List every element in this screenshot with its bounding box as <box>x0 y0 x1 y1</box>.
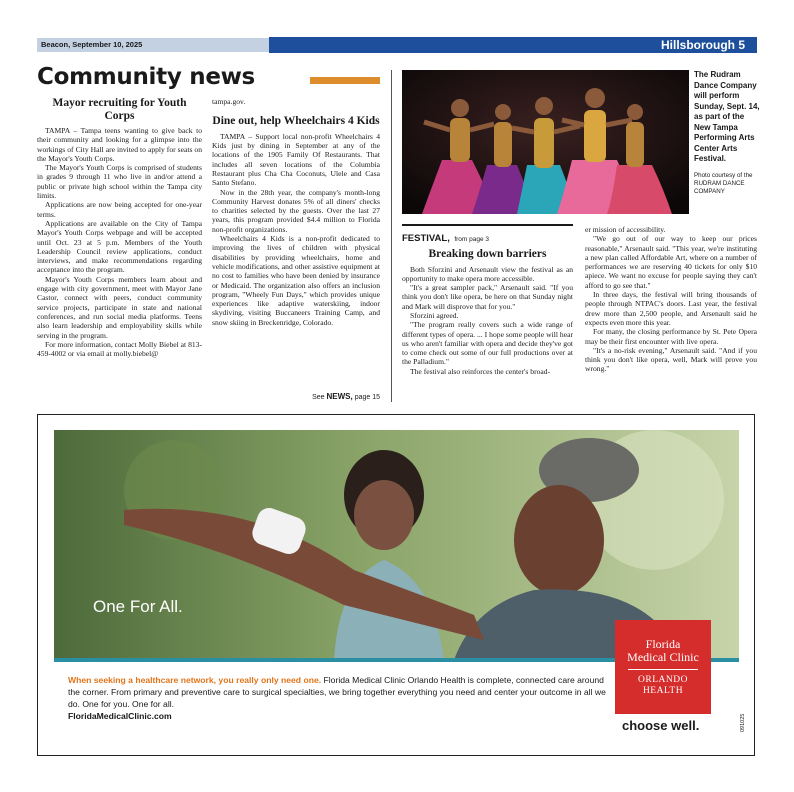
see-jump <box>300 392 380 401</box>
clinic-logo <box>615 620 711 714</box>
festival-label: FESTIVAL, <box>402 233 450 244</box>
article-wheelchairs-4-kids <box>212 97 380 327</box>
article-paragraph: Wheelchairs 4 Kids is a non-profit dedicated to improving the lives of children with physical disabilities by providing wheelchairs, home and vehicle modifications, and other assistive equipment at no cost to families who have been denied by insurance or Medicaid. The organization also offers an inclusion program, "Wheely Fun Days," which provides unique experiences like adaptive waterskiing, indoor skydiving, visiting Buccaneers Training Camp, and snow skiing in Breckenridge, Colorado. <box>212 234 380 327</box>
logo-line-4: HEALTH <box>642 686 684 696</box>
article-paragraph: Applications are available on the City of Tampa Mayor's Youth Corps webpage and will be accepted until Oct. 23 at 5 p.m. Members of the Youth Leadership Council review applications, conduct interviews, and make recommendations regarding acceptance into the program. <box>37 218 202 275</box>
article-mayor-youth-corps <box>37 97 202 358</box>
article-paragraph: Applications are now being accepted for one-year terms. <box>37 200 202 219</box>
see-word: NEWS, <box>326 392 353 401</box>
date-line: Beacon, September 10, 2025 <box>37 38 269 52</box>
article-paragraph: In three days, the festival will bring thousands of people through NTPAC's doors. Last year, the festival drew more than 2,500 people, and Arsenault said he expects even more this year. <box>585 290 757 327</box>
article-paragraph: "The program really covers such a wide range of different types of opera. ... I hope some people will hear us who aren't familiar with opera and decide they've got to come check out some of our full productions over at the Palladium." <box>402 320 573 367</box>
ad-slogan: One For All. <box>93 597 183 616</box>
ad-copy <box>68 674 608 722</box>
article-headline: Mayor recruiting for Youth Corps <box>52 97 187 122</box>
article-headline: Dine out, help Wheelchairs 4 Kids <box>212 115 380 128</box>
article-paragraph: "It's a no-risk evening," Arsenault said. "And if you think you don't like opera, well, Mark will prove you wrong." <box>585 345 757 374</box>
article-continuation: er mission of accessibility. <box>585 225 666 234</box>
ad-body: Florida Medical Clinic Orlando Health is complete, connected care around the corner. From primary and preventive care to surgical specialties, we bring together everything you need and center your outcome in all we do. One for you. One for all. <box>68 675 606 709</box>
article-paragraph: TAMPA – Support local non-profit Wheelchairs 4 Kids just by dining in September at any of the locations of the 1905 Family Of Restaurants. That includes all seven locations of the Columbia Restaurant plus Cha Cha Coconuts, Ulele and Casa Santo Stefano. <box>212 131 380 188</box>
title-accent-bar <box>310 77 380 84</box>
festival-headline: Breaking down barriers <box>428 248 547 260</box>
logo-line-2: Medical Clinic <box>627 650 699 664</box>
dance-photo <box>402 70 689 214</box>
festival-jump-header <box>402 224 573 246</box>
article-paragraph: For many, the closing performance by St. Pete Opera may be their first encounter with live opera. <box>585 327 757 346</box>
ad-tagline: choose well. <box>622 718 700 733</box>
photo-caption: The Rudram Dance Company will perform Sunday, Sept. 14, as part of the New Tampa Performing Arts Center Arts Festival. <box>694 70 760 163</box>
article-paragraph: "We go out of our way to keep our prices reasonable," Arsenault said. "This year, we're instituting a new plan called Affordable Art, where on a number of performances we are reserving 40 tickets for only $10 apiece. We want no excuse for people saying they can't afford to go see that." <box>585 234 757 290</box>
logo-line-1: Florida <box>645 637 681 651</box>
article-paragraph: "It's a great sampler pack," Arsenault said. "If you think you don't like opera, be here on that Sunday night and Mark will disprove that for you." <box>402 283 573 311</box>
see-prefix: See <box>312 394 325 401</box>
section-label: Hillsborough 5 <box>269 37 757 53</box>
article-paragraph: Both Sforzini and Arsenault view the festival as an opportunity to make opera more accessible. <box>402 264 573 283</box>
section-title: Community news <box>37 64 255 90</box>
article-paragraph: The festival also reinforces the center's broad- <box>410 366 551 376</box>
logo-rule <box>628 669 698 670</box>
article-continuation: tampa.gov. <box>212 97 246 106</box>
logo-line-3: ORLANDO <box>638 675 688 685</box>
article-paragraph: The Mayor's Youth Corps is comprised of students in grades 9 through 11 who live in and/or attend a public or private high school within the Tampa city limits. <box>37 163 202 201</box>
article-paragraph: Now in the 28th year, the company's month-long Community Harvest donates 5% of all diners' checks to charities selected by the guests. Over the last 27 years, this program provided $4.4 million to Florida non-profit organizations. <box>212 187 380 234</box>
festival-column-1 <box>402 248 573 376</box>
article-paragraph: Sforzini agreed. <box>410 310 459 320</box>
article-paragraph: TAMPA – Tampa teens wanting to give back to their community and looking for a glimpse into the workings of City Hall are invited to apply for seats on the Mayor's Youth Corps. <box>37 126 202 163</box>
festival-column-2 <box>585 225 757 374</box>
photo-credit: Photo courtesy of the RUDRAM DANCE COMPANY <box>694 171 753 195</box>
article-paragraph: Mayor's Youth Corps members learn about and engage with city government, meet with Mayor Jane Castor, connect with peers, conduct community service projects, participate in state and national conferences, and run social media platforms. Teens also learn leadership and employability skills while serving in the program. <box>37 274 202 340</box>
festival-from: from page 3 <box>454 236 489 243</box>
ad-url[interactable]: FloridaMedicalClinic.com <box>68 711 172 721</box>
article-paragraph: For more information, contact Molly Biebel at 813-459-4002 or via email at molly.biebel@ <box>37 339 202 359</box>
ad-lead: When seeking a healthcare network, you really only need one. <box>68 675 322 685</box>
photo-caption-block <box>694 70 760 196</box>
ad-code: 091025 <box>740 713 746 732</box>
column-divider <box>391 70 392 402</box>
see-suffix: page 15 <box>354 394 380 401</box>
